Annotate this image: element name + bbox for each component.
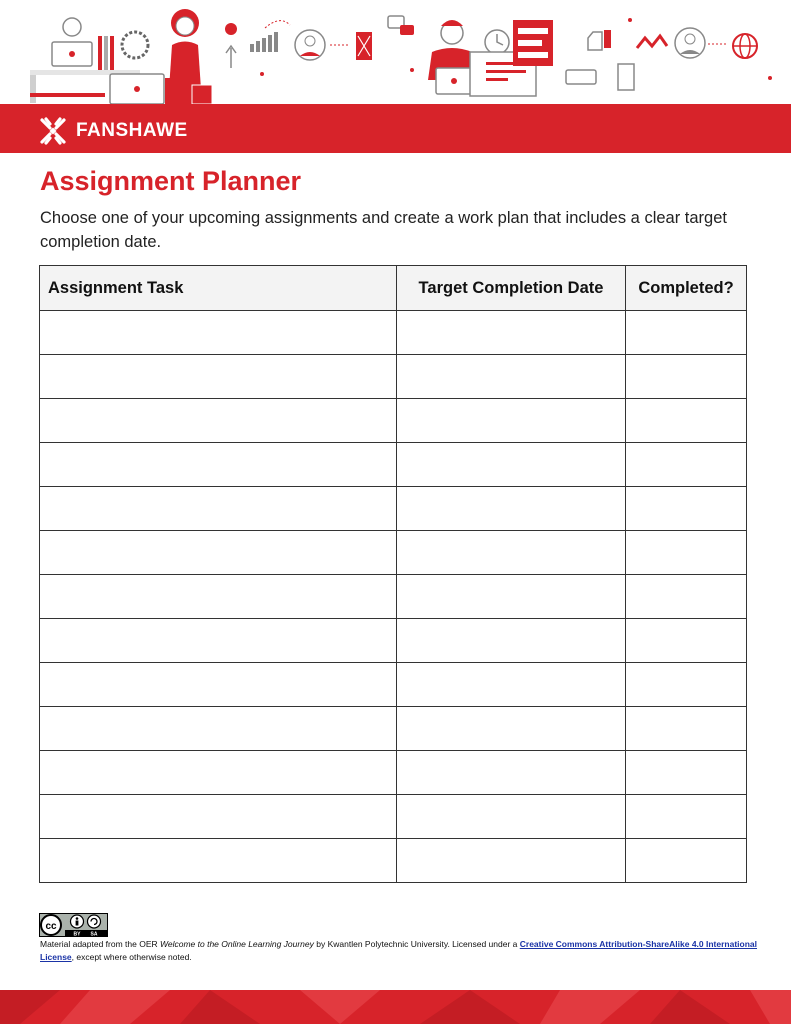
completed-cell[interactable]: [626, 839, 747, 883]
table-row: [40, 531, 747, 575]
cc-sa-label: SA: [90, 931, 98, 937]
completed-cell[interactable]: [626, 531, 747, 575]
intro-text: Choose one of your upcoming assignments and create a work plan that includes a clear target completion date.: [40, 209, 727, 251]
table-row: [40, 311, 747, 355]
attribution-middle: by Kwantlen Polytechnic University. Licensed under a: [313, 939, 520, 949]
table-row: [40, 399, 747, 443]
source-work-title: Welcome to the Online Learning Journey: [160, 939, 314, 949]
table-row: [40, 751, 747, 795]
target-date-cell[interactable]: [397, 839, 626, 883]
column-header-target-date: Target Completion Date: [397, 266, 626, 311]
target-date-cell[interactable]: [397, 663, 626, 707]
attribution-prefix: Material adapted from the OER: [40, 939, 161, 949]
target-date-cell[interactable]: [397, 487, 626, 531]
task-cell[interactable]: [40, 575, 397, 619]
target-date-cell[interactable]: [397, 355, 626, 399]
task-cell[interactable]: [40, 443, 397, 487]
table-header-row: [40, 266, 747, 311]
column-header-completed: Completed?: [626, 266, 747, 311]
attribution-suffix: , except where otherwise noted.: [71, 952, 192, 962]
footer-banner: [0, 990, 791, 1024]
target-date-cell[interactable]: [397, 795, 626, 839]
cc-by-label: BY: [73, 931, 81, 937]
completed-cell[interactable]: [626, 751, 747, 795]
task-cell[interactable]: [40, 751, 397, 795]
cc-by-sa-icon: [39, 913, 108, 937]
task-cell[interactable]: [40, 619, 397, 663]
target-date-cell[interactable]: [397, 443, 626, 487]
fanshawe-mark-icon: [38, 116, 68, 146]
table-body: [40, 311, 747, 883]
target-date-cell[interactable]: [397, 707, 626, 751]
completed-cell[interactable]: [626, 355, 747, 399]
assignment-planner-table: [39, 265, 747, 883]
table-row: [40, 707, 747, 751]
table-row: [40, 575, 747, 619]
table-row: [40, 795, 747, 839]
target-date-cell[interactable]: [397, 619, 626, 663]
target-date-cell[interactable]: [397, 531, 626, 575]
brand-name: FANSHAWE: [76, 120, 188, 141]
task-cell[interactable]: [40, 311, 397, 355]
completed-cell[interactable]: [626, 443, 747, 487]
task-cell[interactable]: [40, 795, 397, 839]
task-cell[interactable]: [40, 839, 397, 883]
task-cell[interactable]: [40, 487, 397, 531]
completed-cell[interactable]: [626, 619, 747, 663]
target-date-cell[interactable]: [397, 311, 626, 355]
svg-text:cc: cc: [45, 921, 57, 932]
table-row: [40, 839, 747, 883]
completed-cell[interactable]: [626, 487, 747, 531]
completed-cell[interactable]: [626, 663, 747, 707]
task-cell[interactable]: [40, 355, 397, 399]
task-cell[interactable]: [40, 663, 397, 707]
target-date-cell[interactable]: [397, 399, 626, 443]
completed-cell[interactable]: [626, 399, 747, 443]
page-title: Assignment Planner: [40, 166, 302, 196]
task-cell[interactable]: [40, 531, 397, 575]
completed-cell[interactable]: [626, 795, 747, 839]
column-header-task: Assignment Task: [40, 266, 397, 311]
header-illustration: [0, 0, 791, 104]
task-cell[interactable]: [40, 707, 397, 751]
table-row: [40, 663, 747, 707]
table-row: [40, 487, 747, 531]
table-row: [40, 619, 747, 663]
completed-cell[interactable]: [626, 575, 747, 619]
fanshawe-logo: [38, 116, 188, 146]
target-date-cell[interactable]: [397, 751, 626, 795]
completed-cell[interactable]: [626, 311, 747, 355]
completed-cell[interactable]: [626, 707, 747, 751]
license-link[interactable]: Creative Commons Attribution-ShareAlike 4.0 International License: [40, 939, 758, 962]
table-row: [40, 443, 747, 487]
table-row: [40, 355, 747, 399]
target-date-cell[interactable]: [397, 575, 626, 619]
task-cell[interactable]: [40, 399, 397, 443]
license-attribution: [40, 938, 760, 964]
